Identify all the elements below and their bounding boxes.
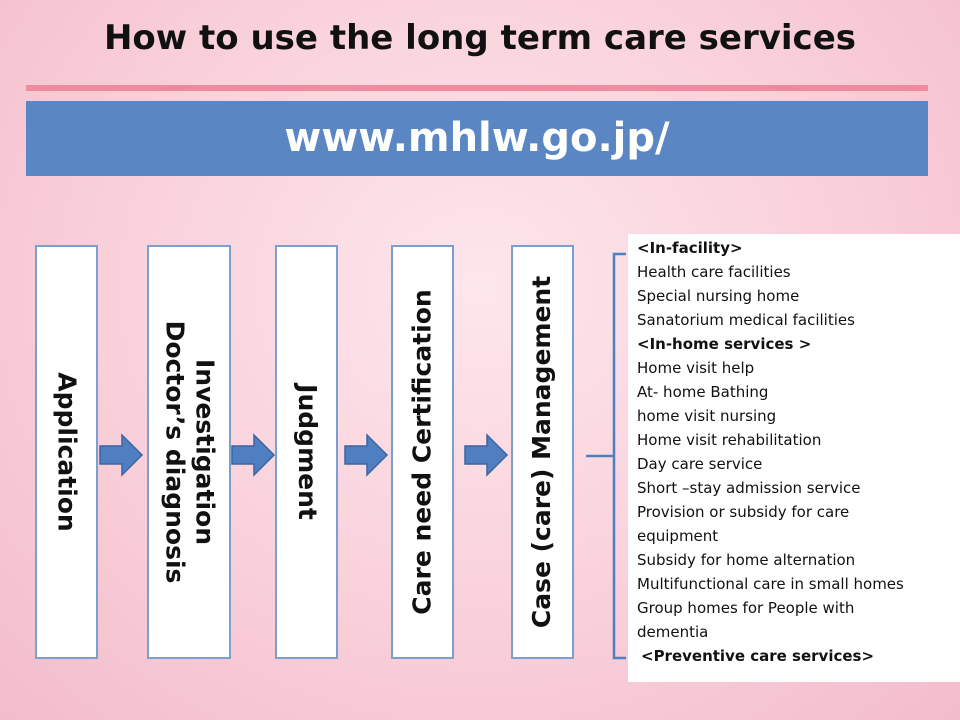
step-judgment-text: Judgment: [292, 384, 322, 520]
list-item: equipment: [637, 527, 719, 545]
list-item: Subsidy for home alternation: [637, 551, 856, 569]
arrow-right-icon: [343, 432, 389, 478]
title-divider: [26, 85, 928, 91]
services-list: [628, 234, 960, 682]
list-item: Sanatorium medical facilities: [637, 311, 855, 329]
list-item: dementia: [637, 623, 709, 641]
list-item: Home visit rehabilitation: [637, 431, 822, 449]
in-home-heading: <In-home services >: [637, 335, 812, 353]
step-judgment-label: [292, 384, 322, 520]
preventive-heading: <Preventive care services>: [641, 647, 875, 665]
step-case-management: [511, 245, 574, 659]
slide-title: How to use the long term care services: [103, 18, 857, 58]
step-investigation-label: [159, 321, 219, 584]
step-certification-text: Care need Certification: [407, 289, 437, 615]
list-item: Provision or subsidy for care: [637, 503, 850, 521]
step-application-text: Application: [52, 372, 82, 532]
step-investigation: [147, 245, 231, 659]
step-certification: [391, 245, 454, 659]
step-case-management-label: [528, 276, 558, 628]
list-item: Home visit help: [637, 359, 755, 377]
step-case-management-text: Case (care) Management: [527, 275, 557, 629]
step-investigation-text: Investigation: [190, 358, 219, 545]
list-item: Group homes for People with: [637, 599, 855, 617]
step-application: [35, 245, 98, 659]
arrow-right-icon: [463, 432, 509, 478]
list-item: Health care facilities: [637, 263, 791, 281]
list-item: Day care service: [637, 455, 763, 473]
step-judgment: [275, 245, 338, 659]
step-application-label: [52, 372, 82, 531]
step-certification-label: [408, 289, 438, 614]
step-diagnosis-text: Doctor’s diagnosis: [160, 320, 189, 584]
url-banner: www.mhlw.go.jp/: [26, 101, 928, 176]
list-item: home visit nursing: [637, 407, 777, 425]
bracket-connector: [586, 252, 626, 662]
in-facility-heading: <In-facility>: [637, 239, 743, 257]
list-item: Special nursing home: [637, 287, 800, 305]
list-item: Multifunctional care in small homes: [637, 575, 904, 593]
arrow-right-icon: [230, 432, 276, 478]
list-item: Short –stay admission service: [637, 479, 861, 497]
list-item: At- home Bathing: [637, 383, 769, 401]
arrow-right-icon: [98, 432, 144, 478]
